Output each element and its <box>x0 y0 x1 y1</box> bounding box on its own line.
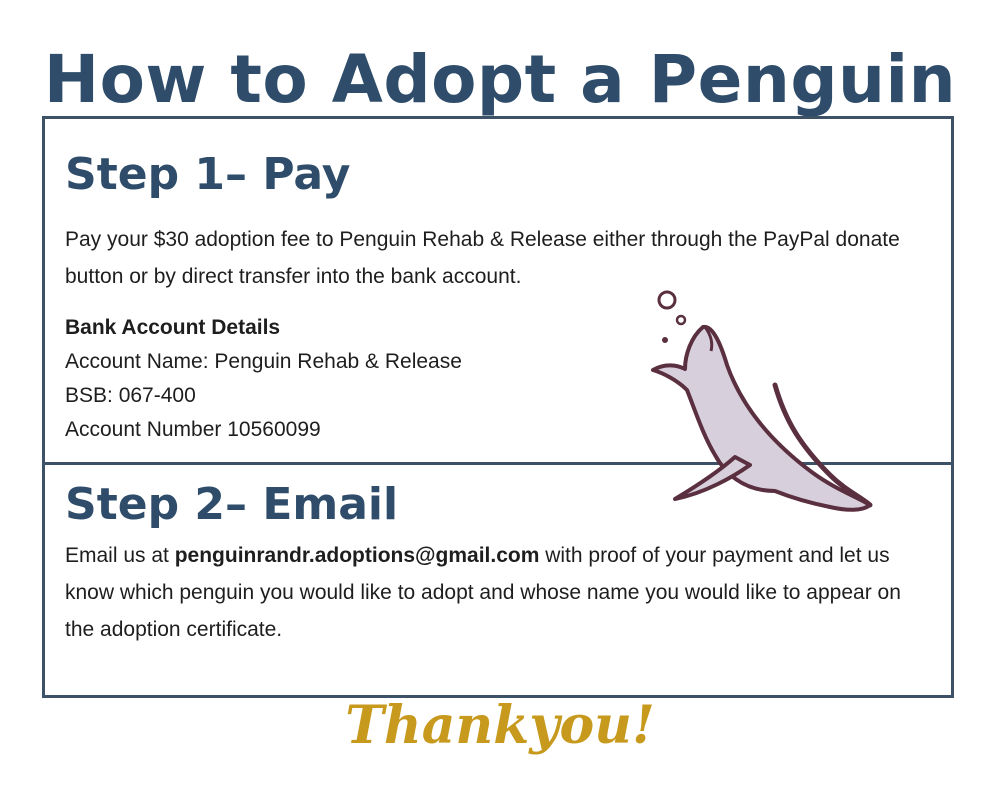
account-name: Account Name: Penguin Rehab & Release <box>65 350 462 373</box>
step-1-heading: Step 1– Pay <box>65 149 351 200</box>
page-title: How to Adopt a Penguin <box>43 41 957 118</box>
bubble-small <box>662 337 668 343</box>
bank-details <box>65 311 462 447</box>
bubble-large <box>659 292 675 308</box>
bsb-number: BSB: 067-400 <box>65 384 196 407</box>
step-2-text <box>65 537 925 648</box>
penguin-illustration <box>625 285 885 535</box>
step-2-text-after: with proof of your payment and let us know which penguin you would like to adopt and whose name you would like to appear on the adoption certificate. <box>65 544 901 641</box>
email-link[interactable]: penguinrandr.adoptions@gmail.com <box>174 544 540 567</box>
bank-details-title: Bank Account Details <box>65 316 281 339</box>
account-number: Account Number 10560099 <box>65 418 321 441</box>
step-1-text: Pay your $30 adoption fee to Penguin Rehab & Release either through the PayPal donate button or by direct transfer into the bank account. <box>65 228 900 288</box>
thankyou-text: Thankyou! <box>345 695 655 756</box>
step-2-text-before: Email us at <box>65 544 175 567</box>
bubble-medium <box>677 316 685 324</box>
step-2-heading: Step 2– Email <box>65 479 399 530</box>
